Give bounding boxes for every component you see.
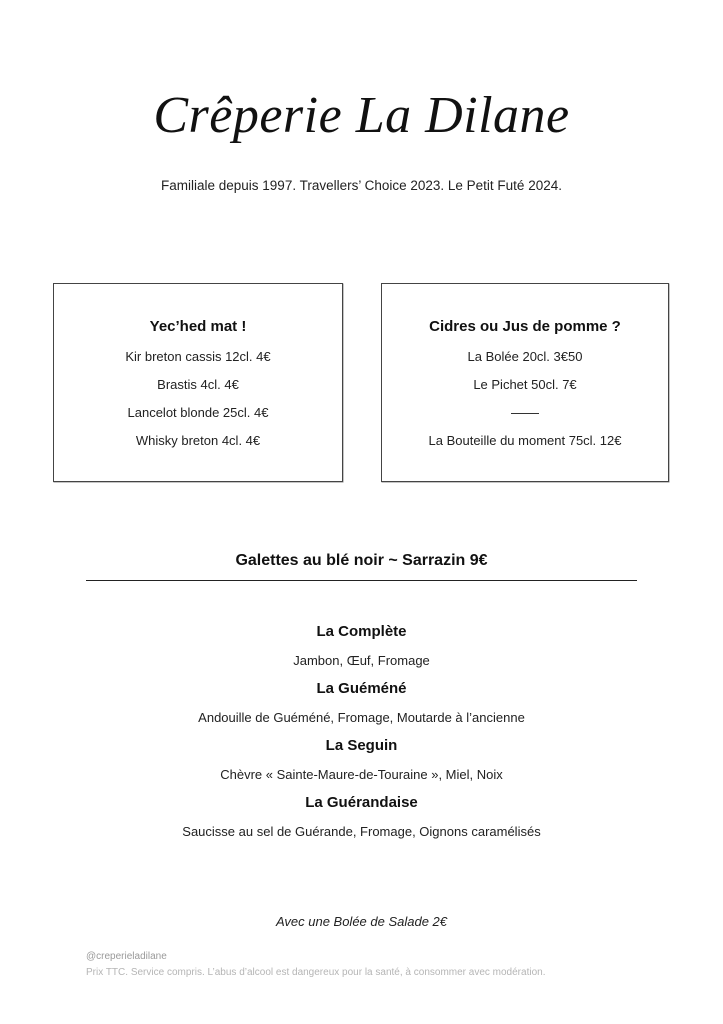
restaurant-title: Crêperie La Dilane <box>153 87 570 144</box>
social-handle: @creperieladilane <box>86 951 167 962</box>
drink-item: Whisky breton 4cl. 4€ <box>135 433 261 448</box>
separator-line <box>511 413 539 414</box>
dish-item <box>0 679 723 726</box>
dish-name: La Complète <box>316 623 407 640</box>
dish-name: La Guéméné <box>316 680 407 697</box>
galettes-list <box>0 622 723 850</box>
drink-item: Lancelot blonde 25cl. 4€ <box>127 405 269 420</box>
drinks-list <box>54 343 342 455</box>
drinks-separator <box>382 399 668 427</box>
dish-item <box>0 736 723 783</box>
dish-name: La Seguin <box>325 737 398 754</box>
legal-disclaimer: Prix TTC. Service compris. L’abus d’alcool est dangereux pour la santé, à consommer avec modération. <box>86 967 546 978</box>
drinks-box-title: Yec’hed mat ! <box>149 318 247 335</box>
salad-note: Avec une Bolée de Salade 2€ <box>275 914 448 929</box>
drinks-box-aperitifs <box>53 283 343 482</box>
dish-name: La Guérandaise <box>305 794 418 811</box>
section-divider <box>86 580 637 581</box>
dish-description: Chèvre « Sainte-Maure-de-Touraine », Miel, Noix <box>220 767 503 782</box>
dish-description: Andouille de Guéméné, Fromage, Moutarde à l’ancienne <box>198 710 525 725</box>
drink-item: Le Pichet 50cl. 7€ <box>473 377 577 392</box>
drinks-box-title: Cidres ou Jus de pomme ? <box>429 318 621 335</box>
drink-item: Brastis 4cl. 4€ <box>157 377 239 392</box>
drink-item: La Bolée 20cl. 3€50 <box>467 349 583 364</box>
dish-description: Saucisse au sel de Guérande, Fromage, Oignons caramélisés <box>182 824 541 839</box>
drinks-box-cider <box>381 283 669 482</box>
dish-item <box>0 793 723 840</box>
drink-item: La Bouteille du moment 75cl. 12€ <box>428 433 622 448</box>
galettes-section-title: Galettes au blé noir ~ Sarrazin 9€ <box>235 552 488 569</box>
restaurant-subtitle: Familiale depuis 1997. Travellers’ Choice 2023. Le Petit Futé 2024. <box>161 178 562 193</box>
drink-item: Kir breton cassis 12cl. 4€ <box>125 349 271 364</box>
dish-item <box>0 622 723 669</box>
dish-description: Jambon, Œuf, Fromage <box>293 653 430 668</box>
drinks-list <box>382 343 668 455</box>
